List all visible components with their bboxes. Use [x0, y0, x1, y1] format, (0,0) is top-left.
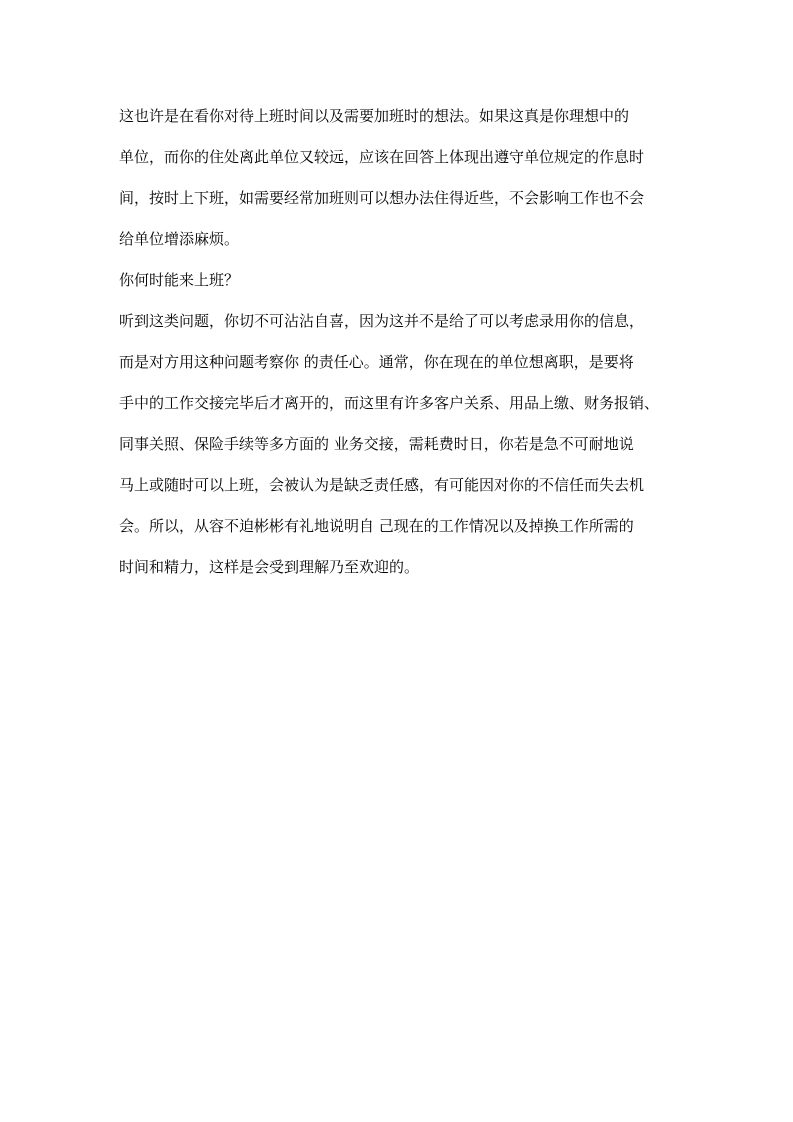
paragraph-1-line-4: 给单位增添麻烦。	[119, 230, 240, 248]
paragraph-1-line-1: 这也许是在看你对待上班时间以及需要加班时的想法。如果这真是你理想中的	[119, 107, 630, 125]
paragraph-2-line-1: 听到这类问题，你切不可沾沾自喜，因为这并不是给了可以考虑录用你的信息，	[119, 312, 645, 330]
paragraph-1-line-3: 间，按时上下班，如需要经常加班则可以想办法住得近些，不会影响工作也不会	[119, 189, 645, 207]
paragraph-1-line-2: 单位，而你的住处离此单位又较远，应该在回答上体现出遵守单位规定的作息时	[119, 148, 645, 166]
paragraph-2-line-4: 同事关照、保险手续等多方面的 业务交接，需耗费时日，你若是急不可耐地说	[119, 435, 634, 453]
paragraph-2-line-3: 手中的工作交接完毕后才离开的，而这里有许多客户关系、用品上缴、财务报销、	[119, 394, 660, 412]
document-body	[119, 102, 679, 594]
paragraph-2-line-5: 马上或随时可以上班，会被认为是缺乏责任感，有可能因对你的不信任而失去机	[119, 476, 645, 494]
paragraph-2-line-2: 而是对方用这种问题考察你 的责任心。通常，你在现在的单位想离职，是要将	[119, 353, 634, 371]
question-heading: 你何时能来上班？	[119, 271, 240, 289]
paragraph-2-line-7: 时间和精力，这样是会受到理解乃至欢迎的。	[119, 558, 420, 576]
paragraph-2-line-6: 会。所以，从容不迫彬彬有礼地说明自 己现在的工作情况以及掉换工作所需的	[119, 517, 634, 535]
